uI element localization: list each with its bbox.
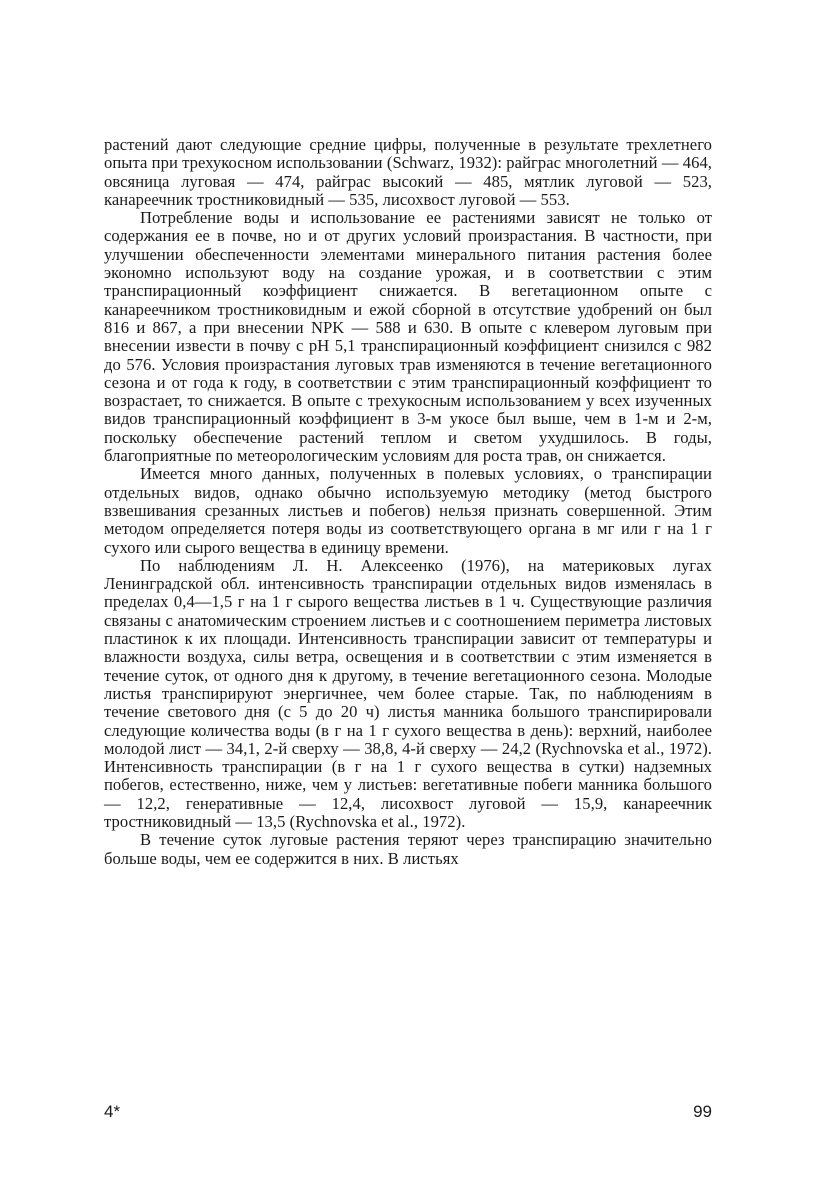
signature-mark: 4* bbox=[104, 1102, 121, 1121]
paragraph-1: растений дают следующие средние цифры, полученные в результате трехлетнего опыта при трехукосном использовании (Schwarz, 1932): райграс многолетний — 464, овсяница луговая — 474, райграс высокий — 485, мятлик луговой — 523, канареечник тростниковидный — 535, лисохвост луговой — 553. bbox=[104, 135, 712, 209]
paragraph-5: В течение суток луговые растения теряют через транспирацию значительно больше воды, чем ее содержится в них. В листьях bbox=[104, 830, 712, 868]
page-footer bbox=[104, 1102, 712, 1126]
page-body bbox=[104, 136, 712, 1136]
page-number: 99 bbox=[693, 1102, 712, 1121]
paragraph-4: По наблюдениям Л. Н. Алексеенко (1976), на материковых лугах Ленинградской обл. интенсивность транспирации отдельных видов изменялась в пределах 0,4—1,5 г на 1 г сырого вещества листьев в 1 ч. Существующие различия связаны с анатомическим строением листьев и с соотношением периметра листовых пластинок к их площади. Интенсивность транспирации зависит от температуры и влажности воздуха, силы ветра, освещения и в соответствии с этим изменяется в течение суток, от одного дня к другому, в течение вегетационного сезона. Молодые листья транспирируют энергичнее, чем более старые. Так, по наблюдениям в течение светового дня (с 5 до 20 ч) листья манника большого транспирировали следующие количества воды (в г на 1 г сухого вещества в день): верхний, наиболее молодой лист — 34,1, 2-й сверху — 38,8, 4-й сверху — 24,2 (Rychnovska et al., 1972). Интенсивность транспирации (в г на 1 г сухого вещества в сутки) надземных побегов, естественно, ниже, чем у листьев: вегетативные побеги манника большого — 12,2, генеративные — 12,4, лисохвост луговой — 15,9, канареечник тростниковидный — 13,5 (Rychnovska et al., 1972). bbox=[104, 555, 712, 831]
paragraph-3: Имеется много данных, полученных в полевых условиях, о транспирации отдельных видов, однако обычно используемую методику (метод быстрого взвешивания срезанных листьев и побегов) нельзя признать совершенной. Этим методом определяется потеря воды из соответствующего органа в мг или г на 1 г сухого или сырого вещества в единицу времени. bbox=[104, 464, 712, 557]
paragraph-2: Потребление воды и использование ее растениями зависят не только от содержания ее в почве, но и от других условий произрастания. В частности, при улучшении обеспеченности элементами минерального питания растения более экономно используют воду на создание урожая, и в соответствии с этим транспирационный коэффициент снижается. В вегетационном опыте с канареечником тростниковидным и ежой сборной в отсутствие удобрений он был 816 и 867, а при внесении NPK — 588 и 630. В опыте с клевером луговым при внесении извести в почву с pH 5,1 транспирационный коэффициент снизился с 982 до 576. Условия произрастания луговых трав изменяются в течение вегетационного сезона и от года к году, в соответствии с этим транспирационный коэффициент то возрастает, то снижается. В опыте с трехукосным использованием у всех изученных видов транспирационный коэффициент в 3-м укосе был выше, чем в 1-м и 2-м, поскольку обеспечение растений теплом и светом ухудшилось. В годы, благоприятные по метеорологическим условиям для роста трав, он снижается. bbox=[104, 208, 712, 466]
